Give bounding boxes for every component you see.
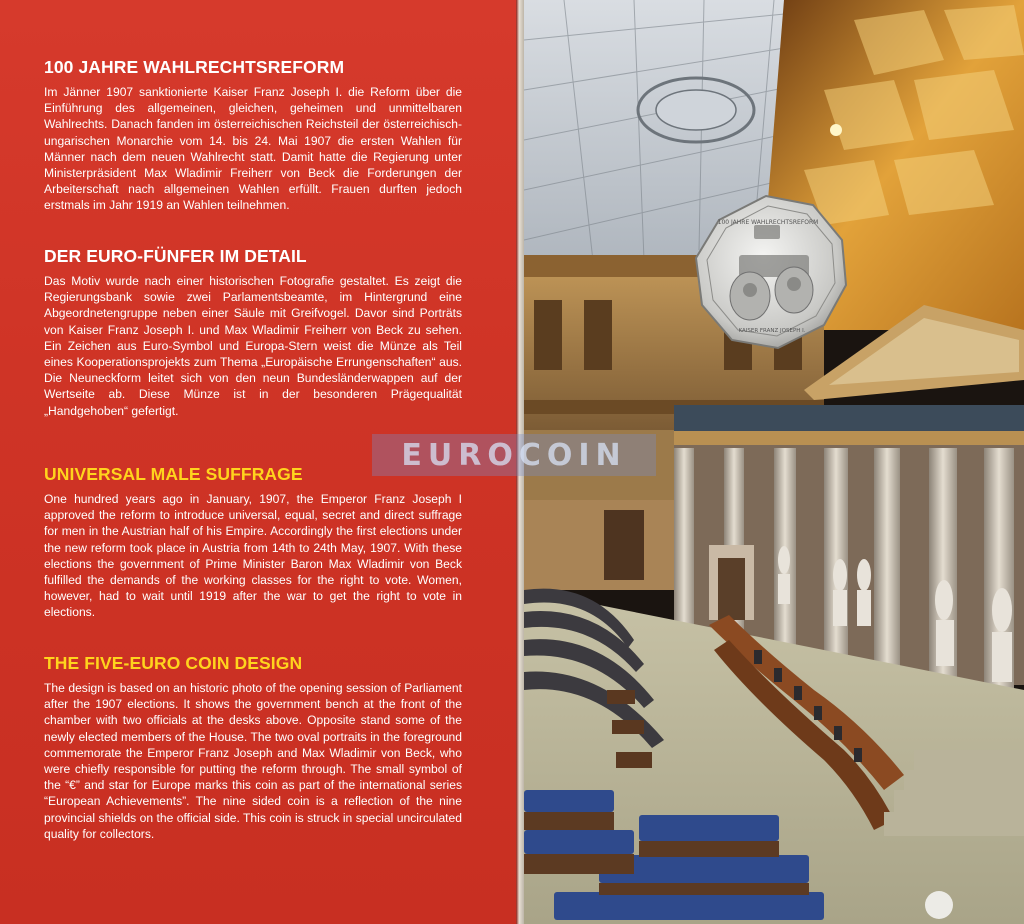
- section-heading: THE FIVE-EURO COIN DESIGN: [44, 653, 303, 673]
- section-heading: DER EURO-FÜNFER IM DETAIL: [44, 246, 307, 266]
- section-wahlrechtsreform: [44, 56, 462, 214]
- watermark: [372, 434, 656, 476]
- coin-rim-bottom-text: KAISER FRANZ JOSEPH I.: [738, 328, 806, 334]
- section-text: One hundred years ago in January, 1907, the Emperor Franz Joseph I approved the reform to introduce universal, equal, secret and direct suffrage for men in the Austrian half of his Empire. Accordingly the first elections under the new reform took place in Austria from 14th to 24th May, 1907. With these elections the government of Prime Minister Baron Max Wladimir von Beck fulfilled the demands of the working classes for the right to vote. Women, however, had to wait until 1919 after the war to get the right to vote in elections.: [44, 492, 462, 620]
- section-universal-suffrage: [44, 463, 462, 621]
- watermark-text: EUROCOIN: [401, 437, 627, 473]
- section-euro-fuenfer: [44, 245, 462, 419]
- section-heading: 100 JAHRE WAHLRECHTSREFORM: [44, 57, 345, 77]
- coin-rim-top-text: 100 JAHRE WAHLRECHTSREFORM: [717, 219, 819, 226]
- section-text: Im Jänner 1907 sanktionierte Kaiser Franz Joseph I. die Reform über die Einführung des allgemeinen, gleichen, geheimen und unmittelbaren Wahlrechts. Danach fanden im österreichischen Reichsteil der österreichisch-ungarischen Monarchie vom 14. bis 24. Mai 1907 die ersten Wahlen für Männer nach dem neuen Wahlrecht statt. Damit hatte die Regierung unter Ministerpräsident Max Wladimir Freiherr von Beck die Forderungen der Arbeiterschaft nach allgemeinen Wahlen erfüllt. Frauen durften jedoch erstmals im Jahr 1919 an Wahlen teilnehmen.: [44, 85, 462, 213]
- section-heading: UNIVERSAL MALE SUFFRAGE: [44, 464, 303, 484]
- section-text: The design is based on an historic photo of the opening session of Parliament after the 1907 elections. It shows the government bench at the front of the chamber with two officials at the desks above. Opposite stand some of the newly elected members of the House. The two oval portraits in the foreground commemorate the Emperor Franz Joseph and Max Wladimir von Beck, who were chiefly responsible for putting the reform through. The small symbol of the “€” and star for Europe marks this coin as part of the international series “European Achievements”. The nine sided coin is a reflection of the nine provincial shields on the official side. This coin is struck in special uncirculated quality for collectors.: [44, 681, 462, 841]
- section-text: Das Motiv wurde nach einer historischen Fotografie gestaltet. Es zeigt die Regierungsbank sowie zwei Parlamentsbeamte, im Hintergrund eine Abgeordnetengruppe neben einer Säule mit Greifvogel. Davor sind Porträts von Kaiser Franz Joseph I. und Max Wladimir Freiherr von Beck zu sehen. Ein Zeichen aus Euro-Symbol und Europa-Stern weist die Münze als Teil eines Kooperationsprojekts zum Thema „Europäische Errungenschaften“ aus. Die Neuneckform leitet sich von den neun Bundesländerwappen auf der Wertseite ab. Diese Münze ist in der besonderen Prägequalität „Handgehoben“ gefertigt.: [44, 274, 462, 418]
- section-coin-design: [44, 652, 462, 842]
